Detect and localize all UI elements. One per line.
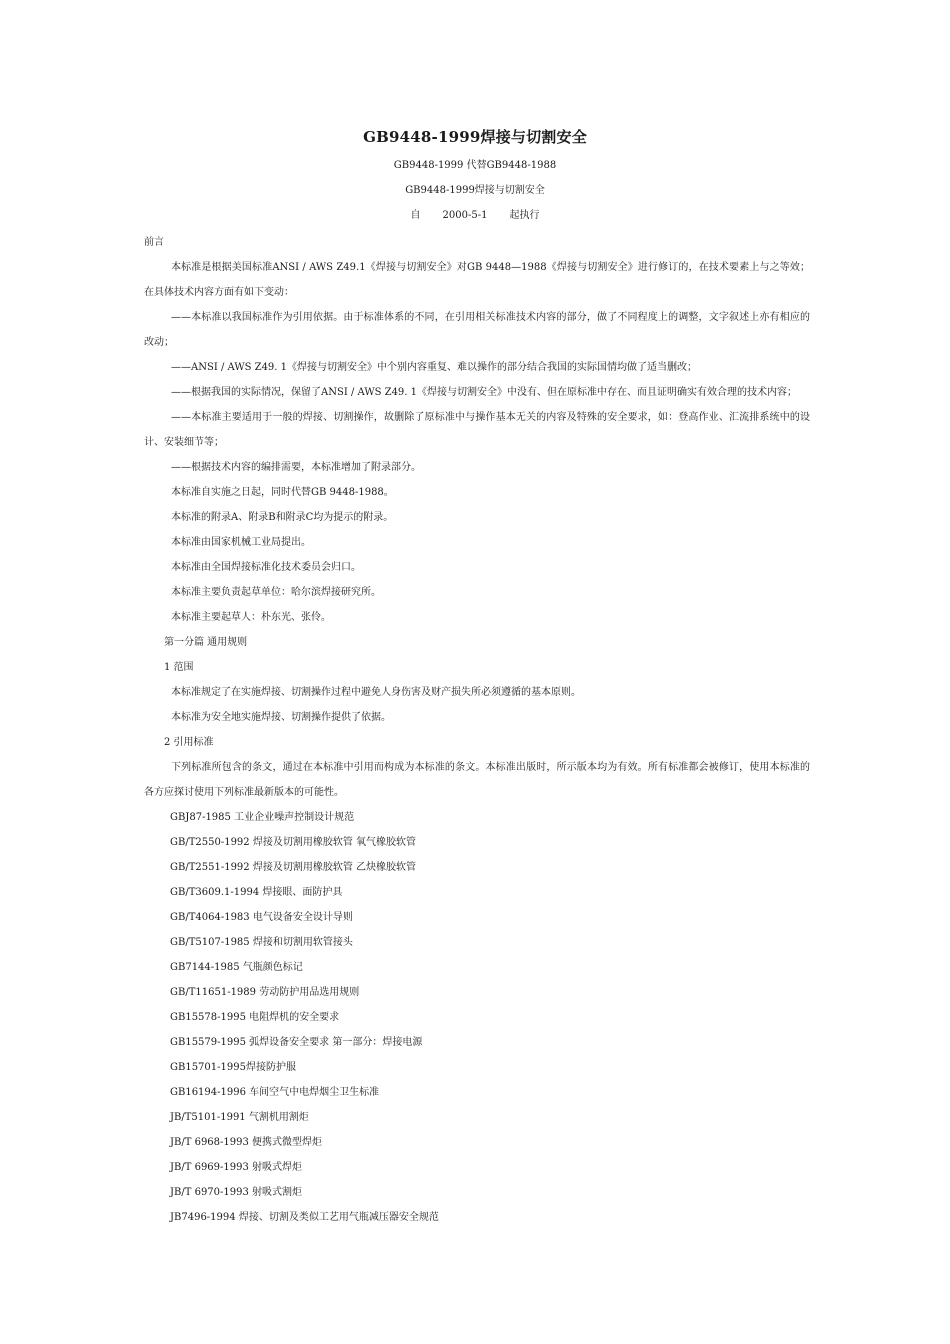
standard-item: JB7496-1994 焊接、切割及类似工艺用气瓶减压器安全规范 (170, 1212, 439, 1223)
section-heading-references: 2 引用标准 (164, 737, 214, 748)
standard-item: GB/T2551-1992 焊接及切割用橡胶软管 乙炔橡胶软管 (170, 862, 417, 873)
preface-heading: 前言 (144, 237, 164, 248)
standard-item: GB/T3609.1-1994 焊接眼、面防护具 (170, 887, 343, 898)
standard-item: GB16194-1996 车间空气中电焊烟尘卫生标准 (170, 1087, 380, 1098)
standard-item: JB/T 6970-1993 射吸式割炬 (170, 1187, 303, 1198)
preface-paragraph: 本标准主要起草人：朴东光、张伶。 (171, 612, 331, 623)
references-paragraph: 下列标准所包含的条文，通过在本标准中引用而构成为本标准的条文。本标准出版时，所示版本均为有效。所有标准都会被修订，使用本标准的各方应探讨使用下列标准最新版本的可能性。 (144, 762, 810, 798)
section-heading-scope: 1 范围 (164, 662, 194, 673)
preface-paragraph: 本标准的附录A、附录B和附录C均为提示的附录。 (171, 512, 394, 523)
preface-paragraph: 本标准主要负责起草单位：哈尔滨焊接研究所。 (171, 587, 381, 598)
replaces-line: GB9448-1999 代替GB9448-1988 (393, 160, 557, 171)
standard-item: GB/T4064-1983 电气设备安全设计导则 (170, 912, 353, 923)
preface-paragraph: 本标准是根据美国标准ANSI / AWS Z49.1《焊接与切割安全》对GB 9448—1988《焊接与切割安全》进行修订的，在技术要素上与之等效；在具体技术内容方面有如下变动： (144, 262, 810, 298)
preface-paragraph: ——根据技术内容的编排需要，本标准增加了附录部分。 (171, 462, 421, 473)
preface-paragraph: ——ANSI / AWS Z49. 1《焊接与切割安全》中个别内容重复、难以操作的部分结合我国的实际国情均做了适当删改； (171, 362, 698, 373)
document-body (144, 230, 810, 1230)
standard-item: GB/T11651-1989 劳动防护用品选用规则 (170, 987, 360, 998)
standard-item: GB/T5107-1985 焊接和切割用软管接头 (170, 937, 353, 948)
standard-item: GBJ87-1985 工业企业噪声控制设计规范 (170, 812, 355, 823)
standard-item: GB15578-1995 电阻焊机的安全要求 (170, 1012, 340, 1023)
preface-paragraph: ——本标准主要适用于一般的焊接、切割操作，故删除了原标准中与操作基本无关的内容及特殊的安全要求，如：登高作业、汇流排系统中的设计、安装细节等； (144, 412, 810, 448)
standard-item: GB15701-1995焊接防护服 (170, 1062, 296, 1073)
effective-suffix: 起执行 (509, 210, 540, 221)
standard-item: GB15579-1995 弧焊设备安全要求 第一部分：焊接电源 (170, 1037, 423, 1048)
effective-prefix: 自 (410, 210, 421, 221)
preface-paragraph: 本标准由全国焊接标准化技术委员会归口。 (171, 562, 361, 573)
document-title: GB9448-1999焊接与切割安全 (363, 128, 587, 146)
standard-item: JB/T 6969-1993 射吸式焊炬 (170, 1162, 303, 1173)
preface-paragraph: 本标准由国家机械工业局提出。 (171, 537, 311, 548)
effective-date: 2000-5-1 (442, 210, 488, 221)
scope-paragraph: 本标准为安全地实施焊接、切割操作提供了依据。 (171, 712, 391, 723)
standard-name-line: GB9448-1999焊接与切割安全 (405, 185, 545, 196)
standard-item: JB/T5101-1991 气割机用割炬 (170, 1112, 309, 1123)
standard-item: JB/T 6968-1993 便携式微型焊炬 (170, 1137, 323, 1148)
part-heading: 第一分篇 通用规则 (164, 637, 248, 648)
standard-item: GB7144-1985 气瓶颜色标记 (170, 962, 303, 973)
scope-paragraph: 本标准规定了在实施焊接、切割操作过程中避免人身伤害及财产损失所必须遵循的基本原则。 (171, 687, 581, 698)
effective-date-line (0, 206, 950, 221)
standard-item: GB/T2550-1992 焊接及切割用橡胶软管 氧气橡胶软管 (170, 837, 417, 848)
preface-paragraph: ——根据我国的实际情况，保留了ANSI / AWS Z49. 1《焊接与切割安全》中没有、但在原标准中存在、而且证明确实有效合理的技术内容； (171, 387, 798, 398)
preface-paragraph: ——本标准以我国标准作为引用依据。由于标准体系的不同，在引用相关标准技术内容的部分，做了不同程度上的调整，文字叙述上亦有相应的改动； (144, 312, 810, 348)
preface-paragraph: 本标准自实施之日起，同时代替GB 9448-1988。 (171, 487, 394, 498)
